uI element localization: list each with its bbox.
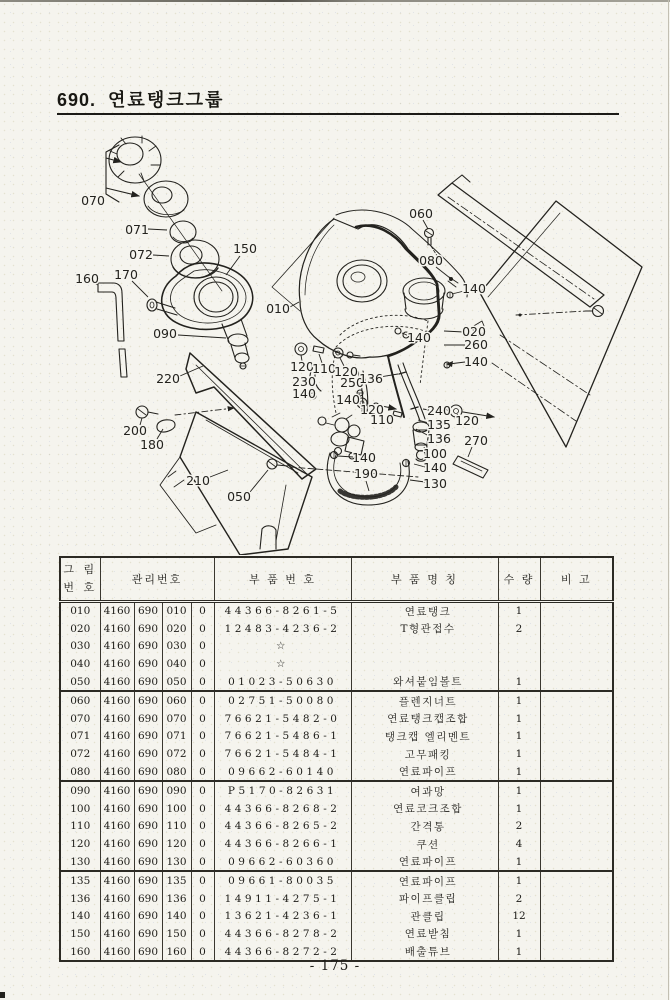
table-row (60, 745, 613, 763)
callout-260: 260 (464, 337, 488, 352)
callout-120: 120 (290, 359, 314, 374)
mgmt-2-cell: 690 (134, 835, 162, 853)
qty-cell: 1 (498, 925, 540, 943)
mgmt-3-cell: 020 (162, 620, 191, 638)
qty-cell: 2 (498, 620, 540, 638)
part-no-cell: ☆ (214, 655, 351, 673)
mgmt-2-cell: 690 (134, 925, 162, 943)
qty-cell: 1 (498, 710, 540, 728)
fig-no-cell: 010 (60, 601, 100, 620)
mgmt-1-cell: 4160 (100, 853, 134, 872)
mgmt-3-cell: 071 (162, 728, 191, 746)
part-no-cell: 44366-8272-2 (214, 943, 351, 962)
fig-no-cell: 100 (60, 800, 100, 818)
callout-135: 135 (427, 417, 451, 432)
remarks-cell (540, 601, 613, 620)
mgmt-4-cell: 0 (191, 655, 214, 673)
mgmt-1-cell: 4160 (100, 890, 134, 908)
callout-210: 210 (186, 473, 210, 488)
leader-line (366, 481, 369, 491)
callout-110: 110 (370, 412, 394, 427)
mgmt-2-cell: 690 (134, 800, 162, 818)
callout-100: 100 (423, 446, 447, 461)
callout-140: 140 (423, 460, 447, 475)
mgmt-2-cell: 690 (134, 691, 162, 710)
mgmt-1-cell: 4160 (100, 908, 134, 926)
table-row (60, 853, 613, 872)
table-row (60, 638, 613, 656)
callout-240: 240 (427, 403, 451, 418)
mgmt-2-cell: 690 (134, 655, 162, 673)
remarks-cell (540, 835, 613, 853)
leader-line (250, 470, 268, 492)
callout-220: 220 (156, 371, 180, 386)
fig-no-cell: 120 (60, 835, 100, 853)
part-name-cell: 플렌지너트 (351, 691, 498, 710)
leader-line (132, 281, 148, 297)
part-name-cell: 연료탱크캡조합 (351, 710, 498, 728)
mgmt-1-cell: 4160 (100, 835, 134, 853)
part-no-cell: 02751-50080 (214, 691, 351, 710)
part-no-cell: 44366-8266-1 (214, 835, 351, 853)
diagram-art (0, 125, 670, 555)
title-underline (57, 113, 619, 115)
callout-180: 180 (140, 437, 164, 452)
part-no-cell: 09661-80035 (214, 871, 351, 890)
mgmt-2-cell: 690 (134, 728, 162, 746)
table-row (60, 601, 613, 620)
mgmt-4-cell: 0 (191, 853, 214, 872)
table-row (60, 908, 613, 926)
leader-line (338, 456, 353, 457)
mgmt-2-cell: 690 (134, 601, 162, 620)
mgmt-3-cell: 010 (162, 601, 191, 620)
mgmt-4-cell: 0 (191, 890, 214, 908)
fig-no-cell: 130 (60, 853, 100, 872)
part-name-cell: 연료파이프 (351, 763, 498, 782)
callout-070: 070 (81, 193, 105, 208)
mgmt-2-cell: 690 (134, 710, 162, 728)
callout-150: 150 (233, 241, 257, 256)
leader-line (436, 267, 450, 278)
callout-170: 170 (114, 267, 138, 282)
qty-cell: 12 (498, 908, 540, 926)
fig-no-cell: 136 (60, 890, 100, 908)
mgmt-4-cell: 0 (191, 601, 214, 620)
fig-no-cell: 135 (60, 871, 100, 890)
part-name-cell: 연료코크조합 (351, 800, 498, 818)
qty-cell: 4 (498, 835, 540, 853)
table-row (60, 728, 613, 746)
table-group (60, 601, 613, 691)
fig-no-cell: 072 (60, 745, 100, 763)
mgmt-2-cell: 690 (134, 871, 162, 890)
header-fig-no: 그 림 번 호 (60, 557, 100, 601)
table-row (60, 890, 613, 908)
mgmt-3-cell: 100 (162, 800, 191, 818)
mgmt-2-cell: 690 (134, 943, 162, 962)
callout-200: 200 (123, 423, 147, 438)
header-remarks: 비 고 (540, 557, 613, 601)
mgmt-3-cell: 140 (162, 908, 191, 926)
mgmt-4-cell: 0 (191, 745, 214, 763)
mgmt-2-cell: 690 (134, 781, 162, 800)
mgmt-1-cell: 4160 (100, 943, 134, 962)
callout-080: 080 (419, 253, 443, 268)
fig-no-cell: 160 (60, 943, 100, 962)
fig-no-cell: 110 (60, 818, 100, 836)
mgmt-4-cell: 0 (191, 908, 214, 926)
part-no-cell: 14911-4275-1 (214, 890, 351, 908)
callout-072: 072 (129, 247, 153, 262)
callout-140: 140 (352, 450, 376, 465)
part-no-cell: 76621-5482-0 (214, 710, 351, 728)
part-no-cell: 44366-8265-2 (214, 818, 351, 836)
mgmt-3-cell: 072 (162, 745, 191, 763)
callout-140: 140 (336, 392, 360, 407)
part-name-cell: 고무패킹 (351, 745, 498, 763)
remarks-cell (540, 890, 613, 908)
callout-090: 090 (153, 326, 177, 341)
mgmt-1-cell: 4160 (100, 728, 134, 746)
mgmt-1-cell: 4160 (100, 710, 134, 728)
part-name-cell: 쿠션 (351, 835, 498, 853)
part-no-cell: 09662-60140 (214, 763, 351, 782)
part-name-cell: 와셔붙임볼트 (351, 673, 498, 692)
leader-line (423, 220, 428, 229)
remarks-cell (540, 818, 613, 836)
mgmt-3-cell: 110 (162, 818, 191, 836)
mgmt-4-cell: 0 (191, 691, 214, 710)
callout-020: 020 (462, 324, 486, 339)
table-group (60, 781, 613, 871)
callout-060: 060 (409, 206, 433, 221)
mgmt-1-cell: 4160 (100, 763, 134, 782)
mgmt-1-cell: 4160 (100, 638, 134, 656)
part-name-cell: 파이프클립 (351, 890, 498, 908)
part-name-cell: 배출튜브 (351, 943, 498, 962)
mgmt-1-cell: 4160 (100, 745, 134, 763)
mgmt-4-cell: 0 (191, 728, 214, 746)
mgmt-3-cell: 040 (162, 655, 191, 673)
remarks-cell (540, 620, 613, 638)
table-row (60, 800, 613, 818)
qty-cell (498, 655, 540, 673)
mgmt-3-cell: 070 (162, 710, 191, 728)
table-row (60, 763, 613, 782)
header-part-no: 부 품 번 호 (214, 557, 351, 601)
remarks-cell (540, 673, 613, 692)
leader-line (468, 447, 472, 457)
qty-cell: 1 (498, 781, 540, 800)
callout-140: 140 (292, 386, 316, 401)
part-no-cell: 44366-8261-5 (214, 601, 351, 620)
part-no-cell: 44366-8268-2 (214, 800, 351, 818)
table-row (60, 818, 613, 836)
mgmt-3-cell: 050 (162, 673, 191, 692)
mgmt-3-cell: 120 (162, 835, 191, 853)
mgmt-3-cell: 060 (162, 691, 191, 710)
header-qty: 수 량 (498, 557, 540, 601)
fig-no-cell: 060 (60, 691, 100, 710)
callout-130: 130 (423, 476, 447, 491)
table-group (60, 871, 613, 961)
exploded-parts-diagram (0, 125, 670, 555)
qty-cell: 2 (498, 818, 540, 836)
mgmt-1-cell: 4160 (100, 781, 134, 800)
callout-120: 120 (455, 413, 479, 428)
scan-artifact-corner-mark (0, 992, 5, 998)
part-name-cell: 탱크캡 엘리멘트 (351, 728, 498, 746)
table-row (60, 655, 613, 673)
mgmt-2-cell: 690 (134, 745, 162, 763)
mgmt-1-cell: 4160 (100, 871, 134, 890)
table-row (60, 781, 613, 800)
part-no-cell: 09662-60360 (214, 853, 351, 872)
mgmt-3-cell: 090 (162, 781, 191, 800)
callout-136: 136 (359, 371, 383, 386)
qty-cell: 1 (498, 673, 540, 692)
remarks-cell (540, 691, 613, 710)
part-name-cell (351, 638, 498, 656)
mgmt-4-cell: 0 (191, 871, 214, 890)
qty-cell: 1 (498, 853, 540, 872)
qty-cell: 1 (498, 943, 540, 962)
callout-120: 120 (360, 402, 384, 417)
part-no-cell: 13621-4236-1 (214, 908, 351, 926)
qty-cell: 1 (498, 691, 540, 710)
part-name-cell: 간격통 (351, 818, 498, 836)
mgmt-1-cell: 4160 (100, 673, 134, 692)
fig-no-cell: 080 (60, 763, 100, 782)
part-name-cell: 연료파이프 (351, 871, 498, 890)
mgmt-3-cell: 160 (162, 943, 191, 962)
callout-140: 140 (407, 330, 431, 345)
part-name-cell: 연료탱크 (351, 601, 498, 620)
table-row (60, 871, 613, 890)
scan-artifact-top-line (0, 0, 670, 2)
header-part-name: 부 품 명 칭 (351, 557, 498, 601)
fig-no-cell: 140 (60, 908, 100, 926)
remarks-cell (540, 655, 613, 673)
table-row (60, 620, 613, 638)
mgmt-1-cell: 4160 (100, 818, 134, 836)
fig-no-cell: 030 (60, 638, 100, 656)
mgmt-4-cell: 0 (191, 943, 214, 962)
fig-no-cell: 070 (60, 710, 100, 728)
parts-table (59, 556, 614, 962)
callout-140: 140 (462, 281, 486, 296)
mgmt-1-cell: 4160 (100, 925, 134, 943)
qty-cell: 1 (498, 728, 540, 746)
table-row (60, 710, 613, 728)
section-number: 690. (57, 90, 97, 110)
mgmt-3-cell: 080 (162, 763, 191, 782)
mgmt-3-cell: 136 (162, 890, 191, 908)
qty-cell: 1 (498, 800, 540, 818)
leader-line (178, 335, 226, 338)
part-name-cell: 연료받침 (351, 925, 498, 943)
remarks-cell (540, 908, 613, 926)
remarks-cell (540, 871, 613, 890)
mgmt-4-cell: 0 (191, 781, 214, 800)
fig-no-cell: 090 (60, 781, 100, 800)
part-name-cell: 연료파이프 (351, 853, 498, 872)
part-no-cell: ☆ (214, 638, 351, 656)
leader-line (210, 470, 228, 477)
mgmt-4-cell: 0 (191, 673, 214, 692)
mgmt-4-cell: 0 (191, 800, 214, 818)
mgmt-4-cell: 0 (191, 710, 214, 728)
mgmt-1-cell: 4160 (100, 620, 134, 638)
mgmt-4-cell: 0 (191, 925, 214, 943)
callout-140: 140 (464, 354, 488, 369)
remarks-cell (540, 781, 613, 800)
mgmt-3-cell: 030 (162, 638, 191, 656)
fig-no-cell: 040 (60, 655, 100, 673)
part-no-cell: 01023-50630 (214, 673, 351, 692)
qty-cell (498, 638, 540, 656)
callout-270: 270 (464, 433, 488, 448)
page-title (57, 86, 224, 112)
mgmt-1-cell: 4160 (100, 655, 134, 673)
mgmt-2-cell: 690 (134, 673, 162, 692)
remarks-cell (540, 925, 613, 943)
mgmt-3-cell: 130 (162, 853, 191, 872)
part-name-cell: 여과망 (351, 781, 498, 800)
table-header-row (60, 557, 613, 601)
remarks-cell (540, 745, 613, 763)
callout-010: 010 (266, 301, 290, 316)
callout-190: 190 (354, 466, 378, 481)
mgmt-2-cell: 690 (134, 818, 162, 836)
mgmt-3-cell: 150 (162, 925, 191, 943)
part-name-cell (351, 655, 498, 673)
part-no-cell: 76621-5486-1 (214, 728, 351, 746)
remarks-cell (540, 763, 613, 782)
leader-line (148, 229, 167, 230)
remarks-cell (540, 728, 613, 746)
leader-line (444, 331, 464, 332)
callout-250: 250 (340, 375, 364, 390)
qty-cell: 2 (498, 890, 540, 908)
mgmt-2-cell: 690 (134, 763, 162, 782)
mgmt-2-cell: 690 (134, 620, 162, 638)
callout-071: 071 (125, 222, 149, 237)
part-name-cell: 관클립 (351, 908, 498, 926)
mgmt-1-cell: 4160 (100, 800, 134, 818)
header-mgmt-no: 관리번호 (100, 557, 214, 601)
qty-cell: 1 (498, 745, 540, 763)
mgmt-1-cell: 4160 (100, 691, 134, 710)
mgmt-4-cell: 0 (191, 818, 214, 836)
fig-no-cell: 050 (60, 673, 100, 692)
callout-230: 230 (292, 374, 316, 389)
mgmt-4-cell: 0 (191, 638, 214, 656)
mgmt-4-cell: 0 (191, 835, 214, 853)
fig-no-cell: 020 (60, 620, 100, 638)
mgmt-4-cell: 0 (191, 763, 214, 782)
table-group (60, 691, 613, 781)
qty-cell: 1 (498, 871, 540, 890)
remarks-cell (540, 710, 613, 728)
fig-no-cell: 071 (60, 728, 100, 746)
callout-050: 050 (227, 489, 251, 504)
mgmt-1-cell: 4160 (100, 601, 134, 620)
part-no-cell: 76621-5484-1 (214, 745, 351, 763)
qty-cell: 1 (498, 601, 540, 620)
mgmt-2-cell: 690 (134, 890, 162, 908)
fig-no-cell: 150 (60, 925, 100, 943)
leader-line (153, 255, 169, 256)
part-name-cell: T형관접수 (351, 620, 498, 638)
part-no-cell: 44366-8278-2 (214, 925, 351, 943)
callout-136: 136 (427, 431, 451, 446)
part-no-cell: 12483-4236-2 (214, 620, 351, 638)
remarks-cell (540, 638, 613, 656)
table-row (60, 673, 613, 692)
table-row (60, 691, 613, 710)
callout-120: 120 (334, 364, 358, 379)
table-row (60, 835, 613, 853)
section-title: 연료탱크그룹 (108, 90, 225, 110)
part-no-cell: P5170-82631 (214, 781, 351, 800)
callout-160: 160 (75, 271, 99, 286)
table-row (60, 925, 613, 943)
callout-110: 110 (312, 361, 336, 376)
remarks-cell (540, 800, 613, 818)
mgmt-2-cell: 690 (134, 638, 162, 656)
remarks-cell (540, 853, 613, 872)
mgmt-2-cell: 690 (134, 853, 162, 872)
qty-cell: 1 (498, 763, 540, 782)
mgmt-3-cell: 135 (162, 871, 191, 890)
page-number: - 175 - (309, 958, 361, 974)
mgmt-4-cell: 0 (191, 620, 214, 638)
mgmt-2-cell: 690 (134, 908, 162, 926)
leader-line (180, 366, 203, 376)
